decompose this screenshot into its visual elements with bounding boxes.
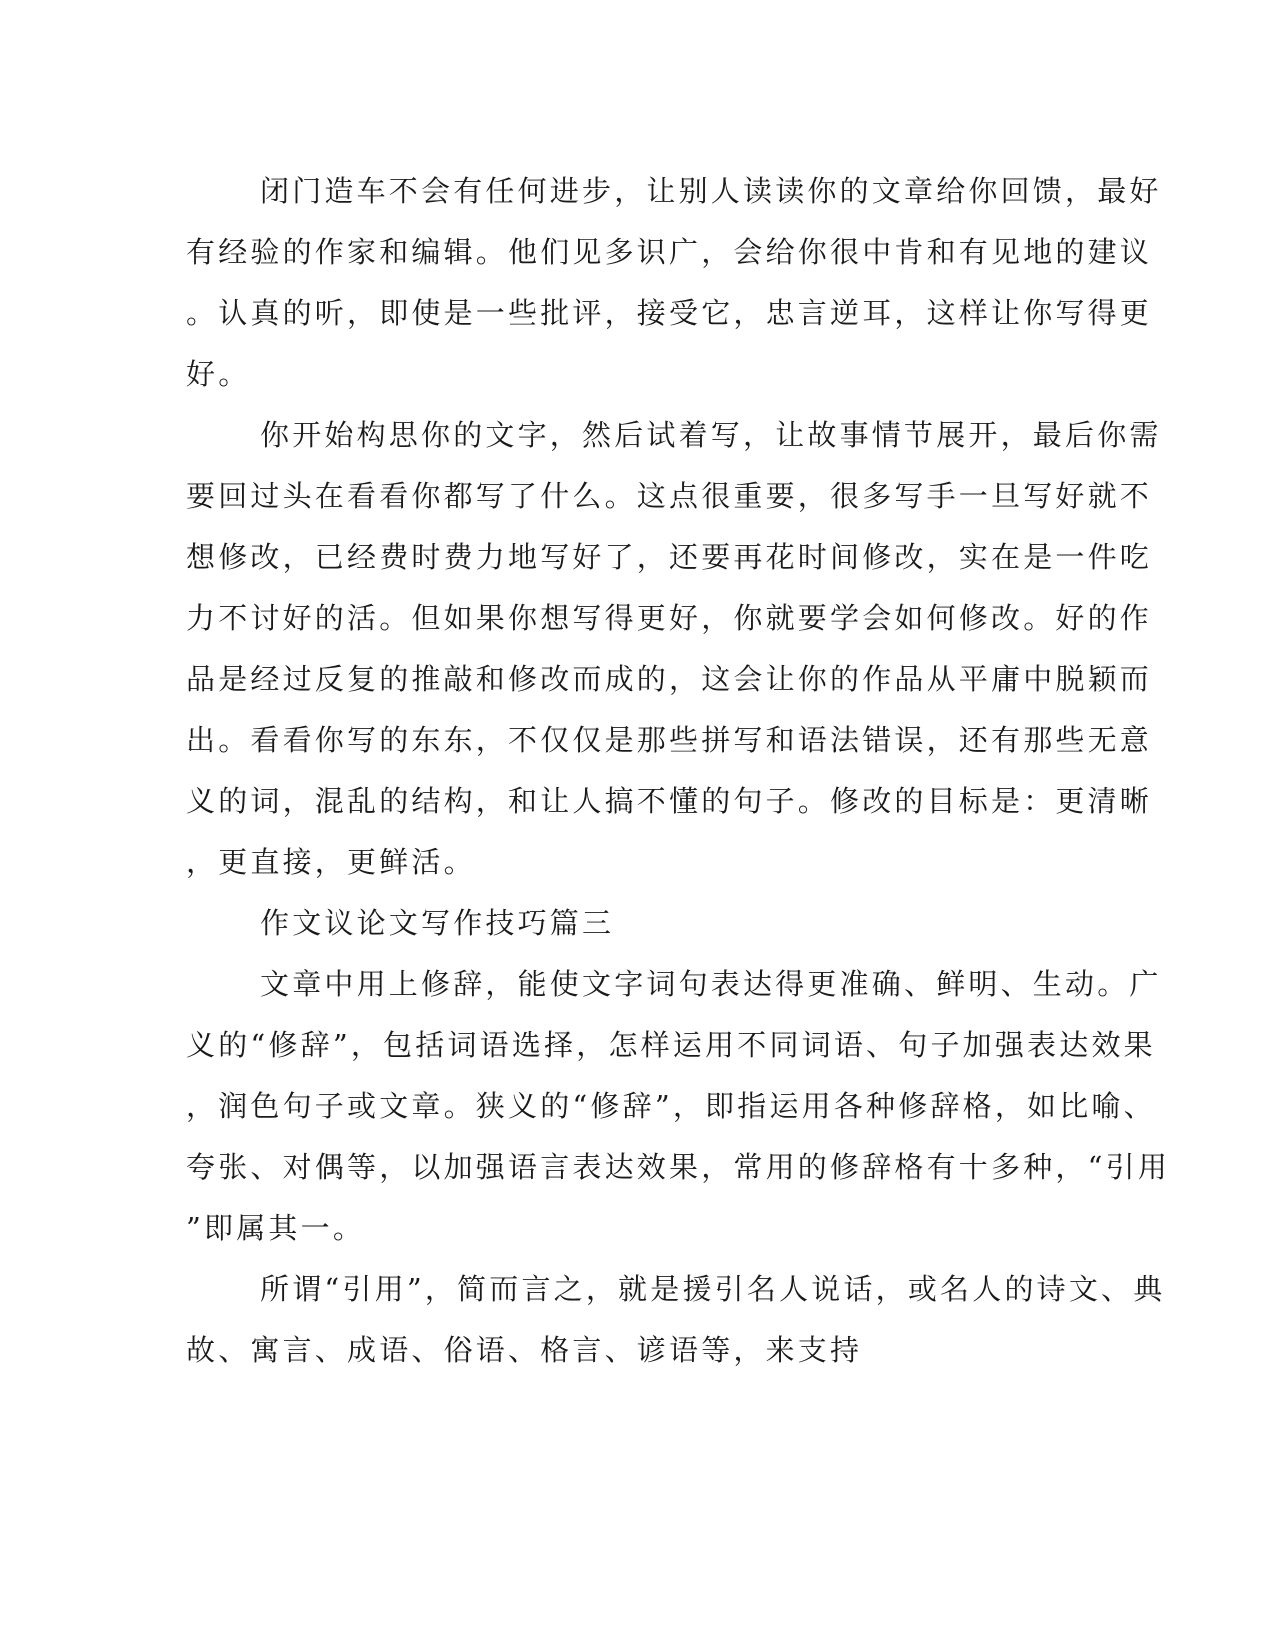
text-line: 文章中用上修辞，能使文字词句表达得更准确、鲜明、生动。广 — [260, 967, 1162, 1001]
text-line: 力不讨好的活。但如果你想写得更好，你就要学会如何修改。好的作 — [186, 601, 1153, 635]
text-line: 好。 — [186, 357, 251, 391]
text-line: ”即属其一。 — [186, 1211, 366, 1245]
text-line: 义的词，混乱的结构，和让人搞不懂的句子。修改的目标是：更清晰 — [186, 784, 1153, 818]
text-line: 义的“修辞”，包括词语选择，怎样运用不同词语、句子加强表达效果 — [186, 1028, 1156, 1062]
text-line: 出。看看你写的东东，不仅仅是那些拼写和语法错误，还有那些无意 — [186, 723, 1153, 757]
text-line: 品是经过反复的推敲和修改而成的，这会让你的作品从平庸中脱颖而 — [186, 662, 1153, 696]
text-line: 想修改，已经费时费力地写好了，还要再花时间修改，实在是一件吃 — [186, 540, 1153, 574]
text-line: 有经验的作家和编辑。他们见多识广，会给你很中肯和有见地的建议 — [186, 235, 1153, 269]
section-heading: 作文议论文写作技巧篇三 — [260, 906, 615, 940]
text-line: 所谓“引用”，简而言之，就是援引名人说话，或名人的诗文、典 — [260, 1272, 1166, 1306]
text-line: ，更直接，更鲜活。 — [186, 845, 476, 879]
text-line: 要回过头在看看你都写了什么。这点很重要，很多写手一旦写好就不 — [186, 479, 1153, 513]
text-line: 夸张、对偶等，以加强语言表达效果，常用的修辞格有十多种，“引用 — [186, 1150, 1171, 1184]
text-line: 闭门造车不会有任何进步，让别人读读你的文章给你回馈，最好 — [260, 174, 1162, 208]
text-line: 你开始构思你的文字，然后试着写，让故事情节展开，最后你需 — [260, 418, 1162, 452]
text-line: 。认真的听，即使是一些批评，接受它，忠言逆耳，这样让你写得更 — [186, 296, 1153, 330]
document-body — [186, 161, 1171, 1381]
text-line: ，润色句子或文章。狭义的“修辞”，即指运用各种修辞格，如比喻、 — [186, 1089, 1156, 1123]
text-line: 故、寓言、成语、俗语、格言、谚语等，来支持 — [186, 1333, 863, 1367]
